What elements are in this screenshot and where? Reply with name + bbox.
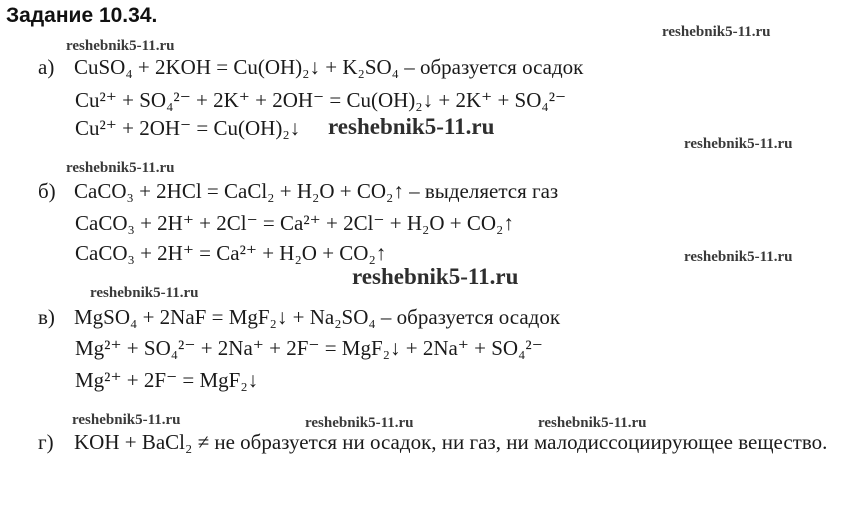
watermark: reshebnik5-11.ru <box>66 38 175 54</box>
watermark: reshebnik5-11.ru <box>538 415 647 431</box>
short-ionic-equation: CaCO₃ + 2H⁺ = Ca²⁺ + H₂O + CO₂↑ <box>75 241 387 265</box>
watermark: reshebnik5-11.ru <box>328 114 495 139</box>
watermark: reshebnik5-11.ru <box>684 136 793 152</box>
watermark: reshebnik5-11.ru <box>90 285 199 301</box>
watermark: reshebnik5-11.ru <box>352 264 519 289</box>
watermark: reshebnik5-11.ru <box>305 415 414 431</box>
short-ionic-equation: Cu²⁺ + 2OH⁻ = Cu(OH)₂↓ <box>75 116 301 140</box>
section-label: г) <box>38 430 54 454</box>
watermark: reshebnik5-11.ru <box>66 160 175 176</box>
section-a-equation <box>38 57 583 78</box>
molecular-equation: MgSO₄ + 2NaF = MgF₂↓ + Na₂SO₄ – образуется осадок <box>74 305 561 329</box>
section-g-equation <box>38 426 838 459</box>
molecular-equation: CaCO₃ + 2HCl = CaCl₂ + H₂O + CO₂↑ – выделяется газ <box>74 179 559 203</box>
molecular-equation: KOH + BaCl₂ ≠ не образуется ни осадок, ни газ, ни малодиссоциирующее вещество. <box>74 430 828 454</box>
short-ionic-equation: Mg²⁺ + 2F⁻ = MgF₂↓ <box>75 368 259 392</box>
watermark: reshebnik5-11.ru <box>72 412 181 428</box>
task-title: Задание 10.34. <box>6 4 158 27</box>
section-label: в) <box>38 305 55 329</box>
section-b-equation <box>38 181 558 202</box>
section-v-equation <box>38 307 560 328</box>
watermark: reshebnik5-11.ru <box>662 24 771 40</box>
full-ionic-equation: Cu²⁺ + SO₄²⁻ + 2K⁺ + 2OH⁻ = Cu(OH)₂↓ + 2K⁺ + SO₄²⁻ <box>75 88 567 112</box>
section-label: б) <box>38 179 56 203</box>
section-label: а) <box>38 55 55 79</box>
full-ionic-equation: CaCO₃ + 2H⁺ + 2Cl⁻ = Ca²⁺ + 2Cl⁻ + H₂O + CO₂↑ <box>75 211 514 235</box>
molecular-equation: CuSO₄ + 2KOH = Cu(OH)₂↓ + K₂SO₄ – образуется осадок <box>74 55 584 79</box>
full-ionic-equation: Mg²⁺ + SO₄²⁻ + 2Na⁺ + 2F⁻ = MgF₂↓ + 2Na⁺ + SO₄²⁻ <box>75 336 543 360</box>
watermark: reshebnik5-11.ru <box>684 249 793 265</box>
